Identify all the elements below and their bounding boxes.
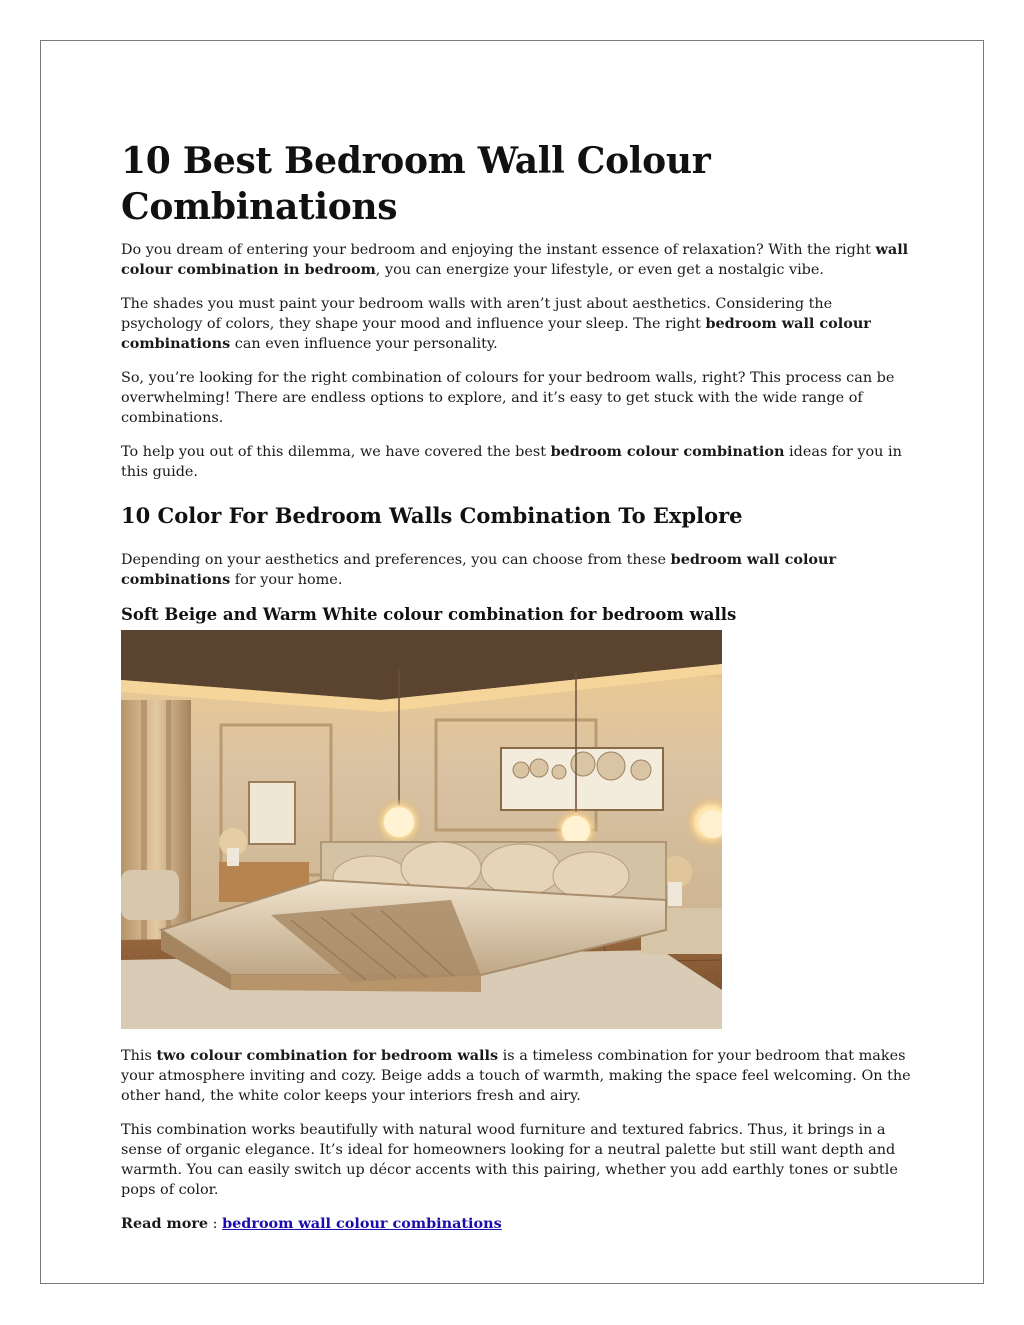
body-paragraph — [121, 1120, 911, 1200]
text-run: for your home. — [230, 572, 343, 588]
text-run: The shades you must paint your bedroom walls with aren’t just about aesthetics. Considering the psychology of colors, they shape your mood and influence your sleep. The right — [121, 296, 833, 332]
article — [121, 138, 911, 1248]
text-run: This — [121, 1048, 157, 1064]
section-intro-paragraph — [121, 550, 911, 590]
bold-keyword: bedroom wall colour combinations — [121, 315, 871, 352]
text-run: Do you dream of entering your bedroom and enjoying the instant essence of relaxation? With the right — [121, 242, 876, 258]
read-more-separator: : — [208, 1216, 223, 1232]
intro-paragraph — [121, 442, 911, 482]
intro-paragraph — [121, 368, 911, 428]
body-paragraph — [121, 1046, 911, 1106]
intro-paragraph — [121, 240, 911, 280]
intro-paragraph — [121, 294, 911, 354]
text-run: ideas for you in this guide. — [121, 444, 902, 480]
bedroom-photo — [121, 630, 722, 1029]
text-run: is a timeless combination for your bedroom that makes your atmosphere inviting and cozy. Beige adds a touch of warmth, making the space feel welcoming. On the other hand, the white color keeps your interiors fresh and airy. — [121, 1048, 911, 1104]
read-more-line — [121, 1214, 911, 1234]
read-more-link[interactable]: bedroom wall colour combinations — [222, 1215, 502, 1232]
page-title: 10 Best Bedroom Wall Colour Combinations — [121, 140, 711, 228]
bold-keyword: bedroom colour combination — [550, 443, 785, 460]
text-run: So, you’re looking for the right combination of colours for your bedroom walls, right? This process can be overwhelming! There are endless options to explore, and it’s easy to get stuck with the wide range of combinations. — [121, 370, 895, 426]
text-run: This combination works beautifully with natural wood furniture and textured fabrics. Thus, it brings in a sense of organic elegance. It’s ideal for homeowners looking for a neutral palette but still want depth and warmth. You can easily switch up décor accents with this pairing, whether you add earthly tones or subtle pops of color. — [121, 1122, 898, 1198]
text-run: Depending on your aesthetics and preferences, you can choose from these — [121, 552, 671, 568]
subheading: Soft Beige and Warm White colour combination for bedroom walls — [121, 605, 737, 624]
bold-keyword: bedroom wall colour combinations — [121, 551, 837, 588]
text-run: , you can energize your lifestyle, or even get a nostalgic vibe. — [375, 262, 824, 278]
read-more-label: Read more — [121, 1215, 209, 1232]
text-run: To help you out of this dilemma, we have covered the best — [121, 444, 551, 460]
intro-section — [121, 240, 911, 482]
bold-keyword: wall colour combination in bedroom — [121, 241, 909, 278]
section-heading: 10 Color For Bedroom Walls Combination To Explore — [121, 503, 743, 528]
bold-keyword: two colour combination for bedroom walls — [156, 1047, 499, 1064]
text-run: can even influence your personality. — [230, 336, 498, 352]
